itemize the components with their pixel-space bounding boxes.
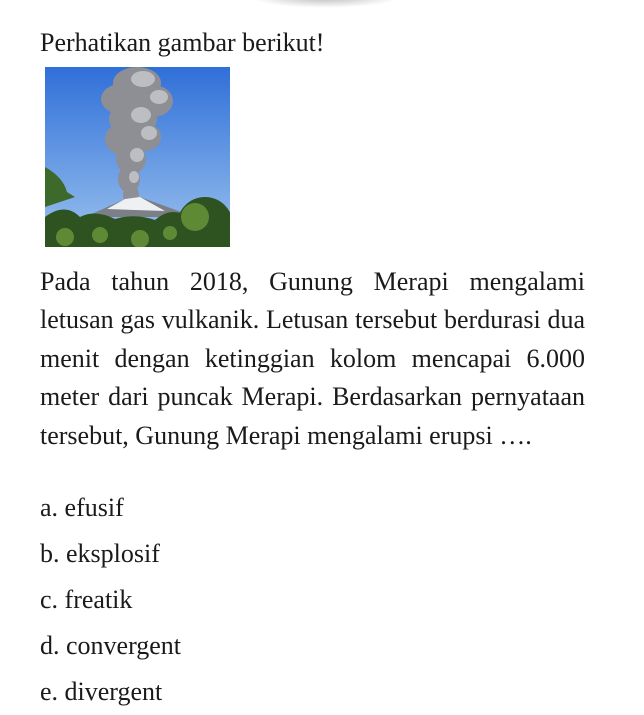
option-c[interactable] (40, 577, 181, 623)
option-letter: d. (40, 631, 60, 660)
option-text: freatik (64, 585, 133, 614)
volcano-eruption-icon (45, 67, 230, 247)
option-text: eksplosif (66, 539, 160, 568)
option-letter: e. (40, 677, 59, 706)
option-e[interactable] (40, 669, 181, 715)
option-text: divergent (64, 677, 163, 706)
option-b[interactable] (40, 531, 181, 577)
option-a[interactable] (40, 485, 181, 531)
answer-options (40, 485, 181, 715)
option-letter: c. (40, 585, 59, 614)
option-d[interactable] (40, 623, 181, 669)
instruction-text: Perhatikan gambar berikut! (40, 28, 325, 57)
option-text: efusif (64, 493, 124, 522)
option-text: convergent (66, 631, 182, 660)
volcano-photo (45, 67, 230, 247)
question-text: Pada tahun 2018, Gunung Merapi mengalami letusan gas vulkanik. Letusan tersebut berdurasi dua menit dengan ketinggian kolom mencapai 6.000 meter dari puncak Merapi. Berdasarkan pernyataan tersebut, Gunung Merapi mengalami erupsi …. (40, 267, 585, 450)
top-shadow-decoration (250, 0, 400, 8)
option-letter: b. (40, 539, 60, 568)
option-letter: a. (40, 493, 59, 522)
